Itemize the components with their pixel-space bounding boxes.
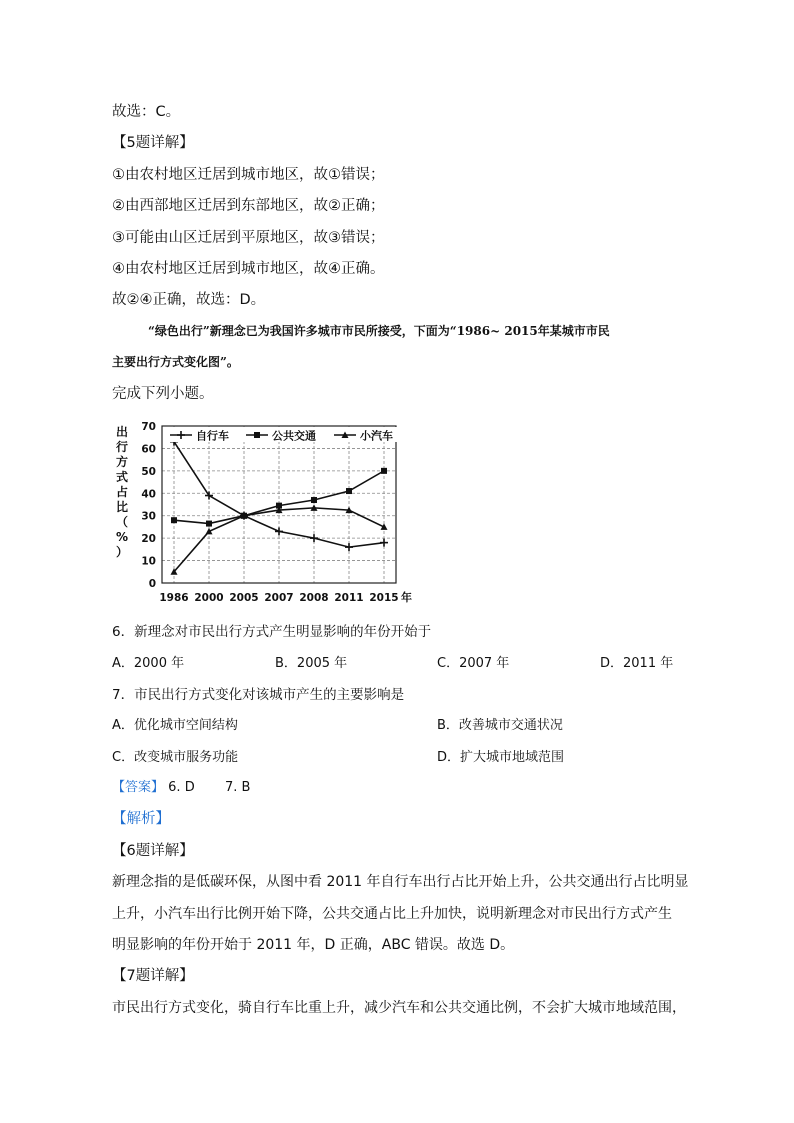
q6-explanation-line: 新理念指的是低碳环保，从图中看 2011 年自行车出行占比开始上升，公共交通出行占比明显 [112,874,689,890]
q5-item: ④由农村地区迁居到城市地区，故④正确。 [112,261,385,277]
data-point [311,497,317,503]
x-tick-label: 2005 [229,592,259,604]
answer-6: 6. D [168,780,195,795]
data-point [171,517,177,523]
data-point [206,521,212,527]
y-axis-label-char: 方 [115,455,129,469]
y-tick-label: 40 [141,488,156,501]
data-point [381,468,387,474]
q5-heading: 【5题详解】 [112,135,194,151]
q6-option-b: B．2005 年 [275,656,348,671]
task-instruction: 完成下列小题。 [112,386,214,402]
y-axis-label-char: ） [115,545,129,559]
y-axis-label-char: 出 [115,425,129,439]
answer-row [112,778,250,798]
y-tick-label: 20 [141,533,156,546]
q7-option-c: C．改变城市服务功能 [112,750,239,765]
answer-7: 7. B [224,780,251,795]
q5-item: ①由农村地区迁居到城市地区，故①错误； [112,167,385,183]
q7-explanation-heading: 【7题详解】 [112,968,194,984]
intro-line: “绿色出行”新理念已为我国许多城市市民所接受，下面为“1986~ 2015年某城市市民 [148,324,610,338]
x-tick-label: 2007 [264,592,294,604]
y-axis-label-char: 式 [115,470,129,484]
q6-option-a: A．2000 年 [112,656,185,671]
legend-label: 公共交通 [272,429,316,443]
data-point [205,492,213,500]
q7-option-a: A．优化城市空间结构 [112,718,238,733]
q5-item: ②由西部地区迁居到东部地区，故②正确； [112,198,385,214]
data-point [380,539,388,547]
y-axis-label-char: % [115,530,129,544]
x-unit-label: 年 [401,591,412,604]
data-point [345,543,353,551]
q6-option-c: C．2007 年 [437,656,510,671]
previous-answer: 故选：C。 [112,104,181,120]
answer-label: 【答案】 [112,780,165,795]
y-axis-label [116,424,128,559]
legend-label: 小汽车 [360,429,393,443]
x-tick-label: 1986 [159,592,189,604]
q6-stem: 6．新理念对市民出行方式产生明显影响的年份开始于 [112,624,432,640]
data-point [310,534,318,542]
data-point [346,488,352,494]
q6-explanation-heading: 【6题详解】 [112,843,194,859]
data-point [381,523,388,530]
data-point [275,527,283,535]
q6-explanation-line: 明显影响的年份开始于 2011 年，D 正确，ABC 错误。故选 D。 [112,937,515,953]
q5-conclusion: 故②④正确，故选：D。 [112,292,266,308]
q5-item: ③可能由山区迁居到平原地区，故③错误； [112,230,385,246]
intro-line: 主要出行方式变化图”。 [112,355,239,369]
x-tick-label: 2011 [334,592,364,604]
y-tick-label: 70 [141,421,156,433]
q7-explanation-line: 市民出行方式变化，骑自行车比重上升，减少汽车和公共交通比例，不会扩大城市地域范围， [112,1000,686,1016]
analysis-label: 【解析】 [112,811,170,827]
y-tick-label: 60 [141,443,156,456]
travel-mode-chart [112,414,412,612]
y-tick-label: 50 [141,465,156,478]
x-tick-label: 2008 [299,592,329,604]
q7-option-b: B．改善城市交通状况 [437,718,563,733]
x-tick-label: 2015 [369,592,399,604]
legend-marker [254,432,260,438]
x-tick-label: 2000 [194,592,224,604]
q6-explanation-line: 上升，小汽车出行比例开始下降，公共交通占比上升加快，说明新理念对市民出行方式产生 [112,906,672,922]
y-tick-label: 10 [141,555,156,568]
legend-label: 自行车 [196,429,229,443]
chart-legend [167,427,399,443]
y-tick-label: 0 [148,578,156,590]
y-tick-label: 30 [141,510,156,523]
q7-stem: 7．市民出行方式变化对该城市产生的主要影响是 [112,687,405,703]
y-axis-label-char: 比 [115,500,129,514]
y-axis-label-char: （ [115,515,129,529]
q6-option-d: D．2011 年 [600,656,674,671]
y-axis-label-char: 占 [115,485,129,499]
y-axis-label-char: 行 [115,440,129,454]
q7-option-d: D．扩大城市地域范围 [437,750,565,765]
